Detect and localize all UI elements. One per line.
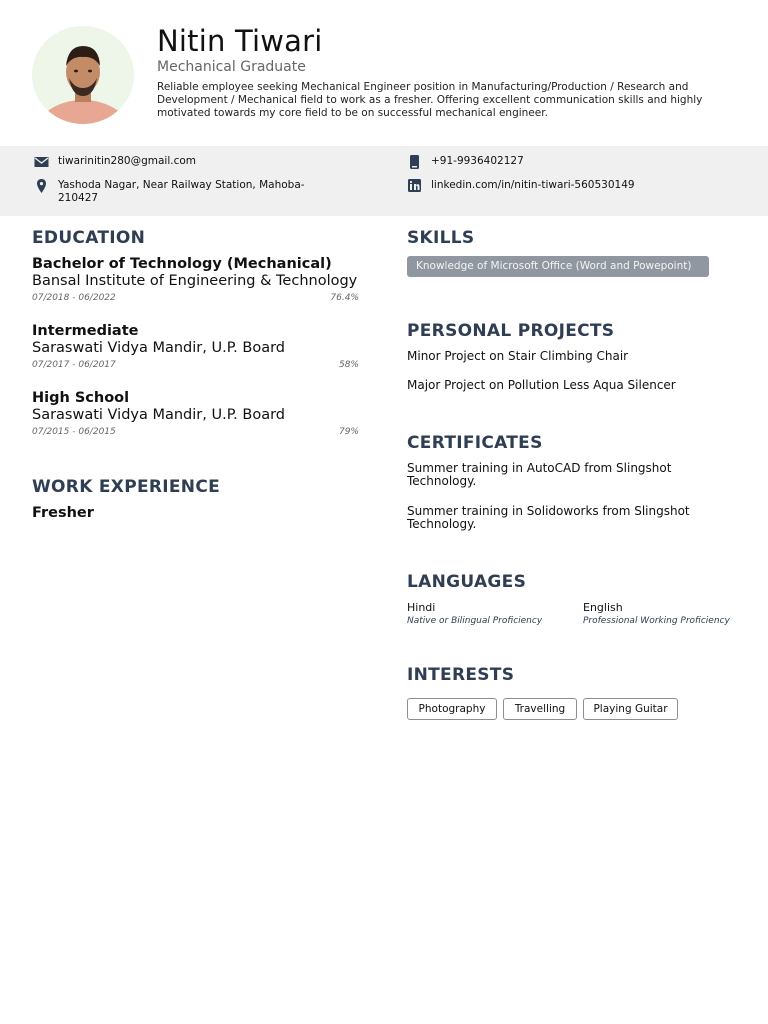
linkedin-text[interactable]: linkedin.com/in/nitin-tiwari-560530149 [431,179,635,191]
edu-dates: 07/2017 - 06/2017 [32,360,116,370]
profile-summary: Reliable employee seeking Mechanical Engineer position in Manufacturing/Production / Research and Development / Mechanical field to work as a fresher. Offering excellent communication skills and highly motivated towards my core field to be on successful mechanical engineer. [157,81,703,119]
phone-icon [407,155,423,169]
education-entry [32,323,359,370]
candidate-role: Mechanical Graduate [157,59,306,75]
education-entry [32,390,359,437]
linkedin-icon [407,179,423,193]
languages-heading: LANGUAGES [407,572,527,592]
profile-photo-illustration [32,26,134,124]
edu-school: Saraswati Vidya Mandir, U.P. Board [32,407,286,423]
address-text: Yashoda Nagar, Near Railway Station, Mahoba-210427 [58,179,305,204]
work-experience-text: Fresher [32,505,94,521]
education-entry [32,256,359,303]
edu-school: Bansal Institute of Engineering & Technology [32,273,358,289]
profile-photo [32,26,134,124]
resume-header [0,0,768,146]
work-experience-heading: WORK EXPERIENCE [32,477,221,497]
edu-meta [32,427,359,437]
location-icon [34,179,50,193]
email-text[interactable]: tiwarinitin280@gmail.com [58,155,197,167]
certificates-heading: CERTIFICATES [407,433,543,453]
contact-linkedin[interactable] [407,179,635,193]
edu-meta [32,360,359,370]
projects-heading: PERSONAL PROJECTS [407,321,615,341]
edu-degree: Intermediate [32,323,139,339]
contact-band [0,146,768,216]
phone-text[interactable]: +91-9936402127 [431,155,524,167]
edu-score: 58% [338,360,359,370]
edu-degree: Bachelor of Technology (Mechanical) [32,256,332,272]
edu-score: 79% [338,427,359,437]
language-name: Hindi [407,601,436,614]
language-name: English [583,601,623,614]
email-icon [34,155,50,169]
contact-address [34,179,324,205]
certificate-item: Summer training in AutoCAD from Slingshot Technology. [407,461,672,488]
edu-meta [32,293,359,303]
skills-heading: SKILLS [407,228,475,248]
education-heading: EDUCATION [32,228,146,248]
edu-score: 76.4% [330,293,359,303]
interest-tag: Travelling [503,698,577,720]
interest-tag: Playing Guitar [583,698,678,720]
language-level: Native or Bilingual Proficiency [407,616,543,626]
edu-dates: 07/2015 - 06/2015 [32,427,116,437]
contact-phone[interactable] [407,155,524,169]
language-level: Professional Working Proficiency [583,616,730,626]
edu-school: Saraswati Vidya Mandir, U.P. Board [32,340,286,356]
interest-tag: Photography [407,698,497,720]
edu-dates: 07/2018 - 06/2022 [32,293,116,303]
certificate-item: Summer training in Solidoworks from Slingshot Technology. [407,504,690,531]
project-item: Minor Project on Stair Climbing Chair [407,349,629,363]
contact-email[interactable] [34,155,196,169]
interests-heading: INTERESTS [407,665,515,685]
project-item: Major Project on Pollution Less Aqua Silencer [407,378,676,392]
edu-degree: High School [32,390,130,406]
candidate-name: Nitin Tiwari [157,24,323,58]
skill-tag: Knowledge of Microsoft Office (Word and Powepoint) [407,256,709,277]
